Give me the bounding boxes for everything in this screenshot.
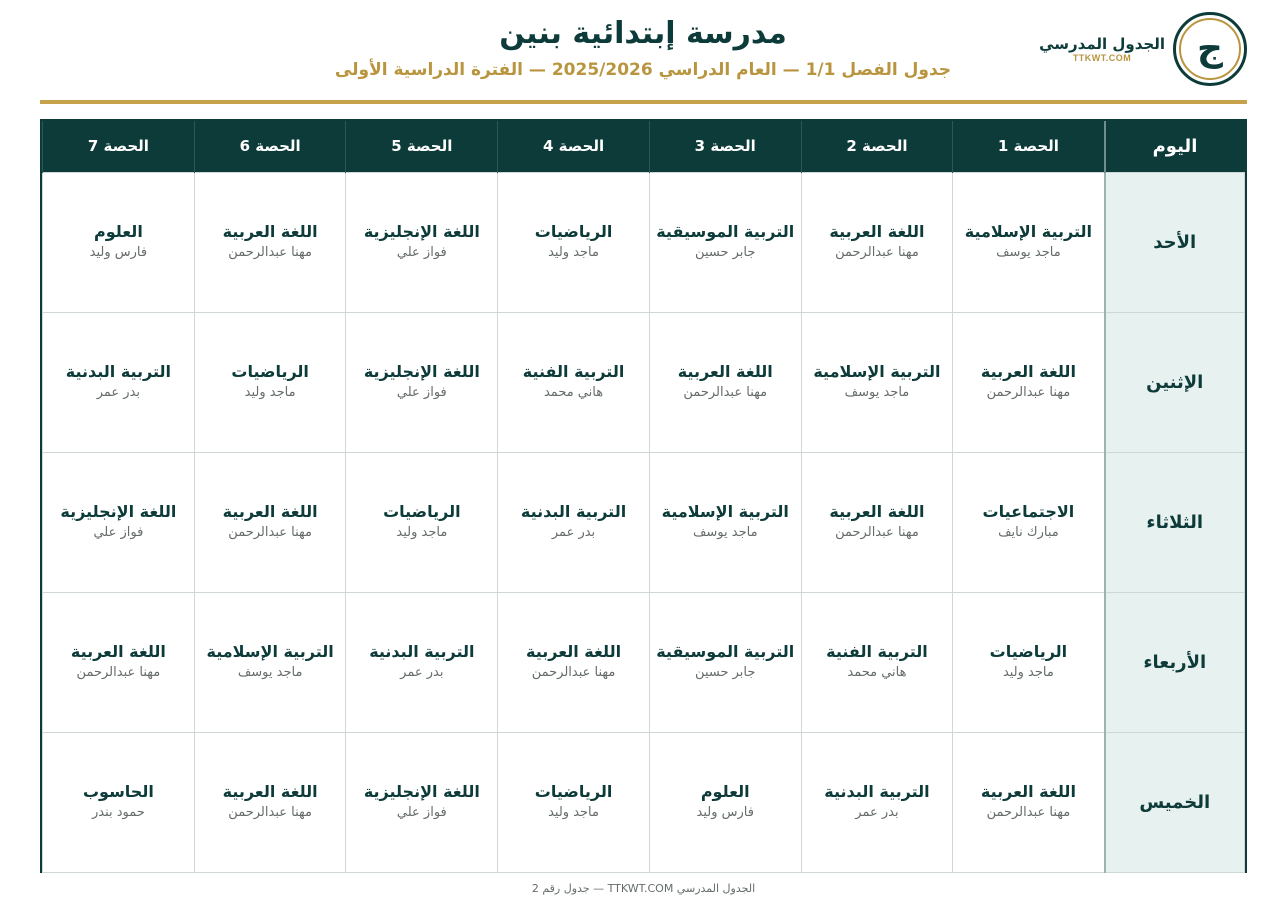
- table-row: [43, 732, 1245, 872]
- lesson-cell[interactable]: [346, 172, 498, 312]
- day-cell: الأحد: [1105, 172, 1245, 312]
- page-footer: الجدول المدرسي TTKWT.COM — جدول رقم 2: [531, 882, 756, 895]
- teacher-name: فارس وليد: [89, 245, 148, 260]
- teacher-name: ماجد يوسف: [844, 385, 910, 400]
- logo-ring: [1179, 18, 1241, 80]
- lesson-cell[interactable]: [346, 732, 498, 872]
- teacher-name: جابر حسين: [695, 245, 756, 260]
- lesson-cell[interactable]: [649, 732, 801, 872]
- day-cell: الإثنين: [1105, 312, 1245, 452]
- subject-name: الحاسوب: [82, 782, 154, 801]
- subject-name: اللغة العربية: [829, 222, 925, 241]
- lesson-cell[interactable]: [346, 592, 498, 732]
- teacher-name: مهنا عبدالرحمن: [683, 385, 768, 400]
- teacher-name: بدر عمر: [551, 525, 596, 540]
- table-row: [43, 452, 1245, 592]
- subject-name: اللغة العربية: [980, 362, 1076, 381]
- lesson-cell[interactable]: [498, 592, 650, 732]
- subject-name: الاجتماعيات: [982, 502, 1075, 521]
- timetable-body: [43, 172, 1245, 872]
- lesson-cell[interactable]: [649, 312, 801, 452]
- period-header: الحصة 2: [801, 121, 953, 172]
- teacher-name: فواز علي: [396, 385, 447, 400]
- brand-logo[interactable]: [1039, 12, 1247, 86]
- teacher-name: مهنا عبدالرحمن: [531, 665, 616, 680]
- subject-name: اللغة العربية: [677, 362, 773, 381]
- lesson-cell[interactable]: [953, 172, 1105, 312]
- teacher-name: فواز علي: [93, 525, 144, 540]
- teacher-name: ماجد وليد: [396, 525, 448, 540]
- lesson-cell[interactable]: [801, 172, 953, 312]
- lesson-cell[interactable]: [194, 312, 346, 452]
- lesson-cell[interactable]: [953, 592, 1105, 732]
- teacher-name: فواز علي: [396, 245, 447, 260]
- brand-domain: TTKWT.COM: [1072, 53, 1132, 63]
- subject-name: العلوم: [93, 222, 143, 241]
- teacher-name: فواز علي: [396, 805, 447, 820]
- brand-name: الجدول المدرسي: [1039, 35, 1165, 53]
- page-title: مدرسة إبتدائية بنين: [499, 16, 787, 51]
- subject-name: اللغة العربية: [980, 782, 1076, 801]
- teacher-name: هاني محمد: [847, 665, 907, 680]
- lesson-cell[interactable]: [498, 452, 650, 592]
- lesson-cell[interactable]: [953, 452, 1105, 592]
- teacher-name: ماجد وليد: [244, 385, 296, 400]
- teacher-name: مهنا عبدالرحمن: [228, 245, 312, 260]
- subject-name: التربية الإسلامية: [661, 502, 789, 521]
- period-header: الحصة 7: [43, 121, 195, 172]
- teacher-name: جابر حسين: [695, 665, 756, 680]
- timetable-grid: [42, 121, 1245, 873]
- subject-name: التربية البدنية: [824, 782, 930, 801]
- subject-name: اللغة الإنجليزية: [363, 782, 480, 801]
- subject-name: التربية الإسلامية: [206, 642, 334, 661]
- teacher-name: بدر عمر: [400, 665, 444, 680]
- teacher-name: مهنا عبدالرحمن: [986, 805, 1071, 820]
- subject-name: التربية البدنية: [65, 362, 172, 381]
- teacher-name: مهنا عبدالرحمن: [835, 245, 919, 260]
- subject-name: العلوم: [700, 782, 750, 801]
- teacher-name: مهنا عبدالرحمن: [228, 525, 312, 540]
- table-header-row: [43, 121, 1245, 172]
- lesson-cell[interactable]: [498, 732, 650, 872]
- lesson-cell[interactable]: [953, 732, 1105, 872]
- header-divider: [40, 100, 1247, 104]
- subject-name: التربية الموسيقية: [656, 642, 795, 661]
- lesson-cell[interactable]: [801, 452, 953, 592]
- table-row: [43, 172, 1245, 312]
- lesson-cell[interactable]: [43, 312, 195, 452]
- day-cell: الخميس: [1105, 732, 1245, 872]
- teacher-name: مهنا عبدالرحمن: [835, 525, 919, 540]
- period-header: الحصة 1: [953, 121, 1105, 172]
- lesson-cell[interactable]: [801, 732, 953, 872]
- subject-name: التربية الفنية: [522, 362, 625, 381]
- subject-name: اللغة العربية: [222, 502, 318, 521]
- subject-name: الرياضيات: [989, 642, 1068, 661]
- lesson-cell[interactable]: [498, 312, 650, 452]
- lesson-cell[interactable]: [194, 172, 346, 312]
- teacher-name: ماجد وليد: [1002, 665, 1054, 680]
- table-row: [43, 592, 1245, 732]
- logo-letter-icon: ج: [1197, 28, 1223, 69]
- lesson-cell[interactable]: [649, 452, 801, 592]
- subject-name: التربية الإسلامية: [964, 222, 1092, 241]
- subject-name: اللغة الإنجليزية: [60, 502, 177, 521]
- period-header: الحصة 6: [194, 121, 346, 172]
- lesson-cell[interactable]: [801, 312, 953, 452]
- subject-name: اللغة الإنجليزية: [363, 222, 480, 241]
- teacher-name: مهنا عبدالرحمن: [228, 805, 312, 820]
- teacher-name: ماجد وليد: [548, 245, 599, 260]
- page-header: [0, 0, 1287, 104]
- subject-name: التربية الموسيقية: [656, 222, 795, 241]
- teacher-name: ماجد يوسف: [996, 245, 1061, 260]
- subject-name: اللغة العربية: [222, 222, 318, 241]
- subject-name: التربية البدنية: [369, 642, 475, 661]
- lesson-cell[interactable]: [649, 172, 801, 312]
- teacher-name: مهنا عبدالرحمن: [76, 665, 161, 680]
- subject-name: الرياضيات: [534, 782, 613, 801]
- period-header: الحصة 5: [346, 121, 498, 172]
- subject-name: التربية البدنية: [520, 502, 627, 521]
- lesson-cell[interactable]: [498, 172, 650, 312]
- teacher-name: بدر عمر: [855, 805, 899, 820]
- subject-name: التربية الفنية: [826, 642, 928, 661]
- teacher-name: بدر عمر: [96, 385, 141, 400]
- lesson-cell[interactable]: [953, 312, 1105, 452]
- teacher-name: هاني محمد: [543, 385, 604, 400]
- subject-name: اللغة العربية: [222, 782, 318, 801]
- period-header: الحصة 4: [498, 121, 650, 172]
- logo-text: [1039, 35, 1165, 63]
- teacher-name: مبارك نايف: [998, 525, 1059, 540]
- subject-name: التربية الإسلامية: [813, 362, 941, 381]
- day-cell: الثلاثاء: [1105, 452, 1245, 592]
- teacher-name: ماجد يوسف: [237, 665, 303, 680]
- title-block: [300, 14, 986, 80]
- lesson-cell[interactable]: [346, 452, 498, 592]
- subject-name: اللغة العربية: [526, 642, 622, 661]
- lesson-cell[interactable]: [43, 452, 195, 592]
- lesson-cell[interactable]: [346, 312, 498, 452]
- lesson-cell[interactable]: [194, 592, 346, 732]
- teacher-name: مهنا عبدالرحمن: [986, 385, 1071, 400]
- lesson-cell[interactable]: [194, 732, 346, 872]
- lesson-cell[interactable]: [43, 732, 195, 872]
- subject-name: اللغة العربية: [70, 642, 166, 661]
- day-column-header: اليوم: [1105, 121, 1245, 172]
- subject-name: الرياضيات: [383, 502, 461, 521]
- page-subtitle: جدول الفصل 1/1 — العام الدراسي 2025/2026 — الفترة الدراسية الأولى: [334, 60, 952, 80]
- lesson-cell[interactable]: [43, 172, 195, 312]
- lesson-cell[interactable]: [194, 452, 346, 592]
- subject-name: الرياضيات: [534, 222, 613, 241]
- teacher-name: ماجد يوسف: [692, 525, 758, 540]
- lesson-cell[interactable]: [649, 592, 801, 732]
- table-row: [43, 312, 1245, 452]
- lesson-cell[interactable]: [801, 592, 953, 732]
- subject-name: اللغة الإنجليزية: [363, 362, 480, 381]
- lesson-cell[interactable]: [43, 592, 195, 732]
- teacher-name: فارس وليد: [696, 805, 754, 820]
- logo-emblem: [1173, 12, 1247, 86]
- timetable: [40, 119, 1247, 873]
- teacher-name: حمود بندر: [91, 805, 145, 820]
- subject-name: الرياضيات: [231, 362, 309, 381]
- subject-name: اللغة العربية: [829, 502, 925, 521]
- period-header: الحصة 3: [649, 121, 801, 172]
- teacher-name: ماجد وليد: [548, 805, 599, 820]
- day-cell: الأربعاء: [1105, 592, 1245, 732]
